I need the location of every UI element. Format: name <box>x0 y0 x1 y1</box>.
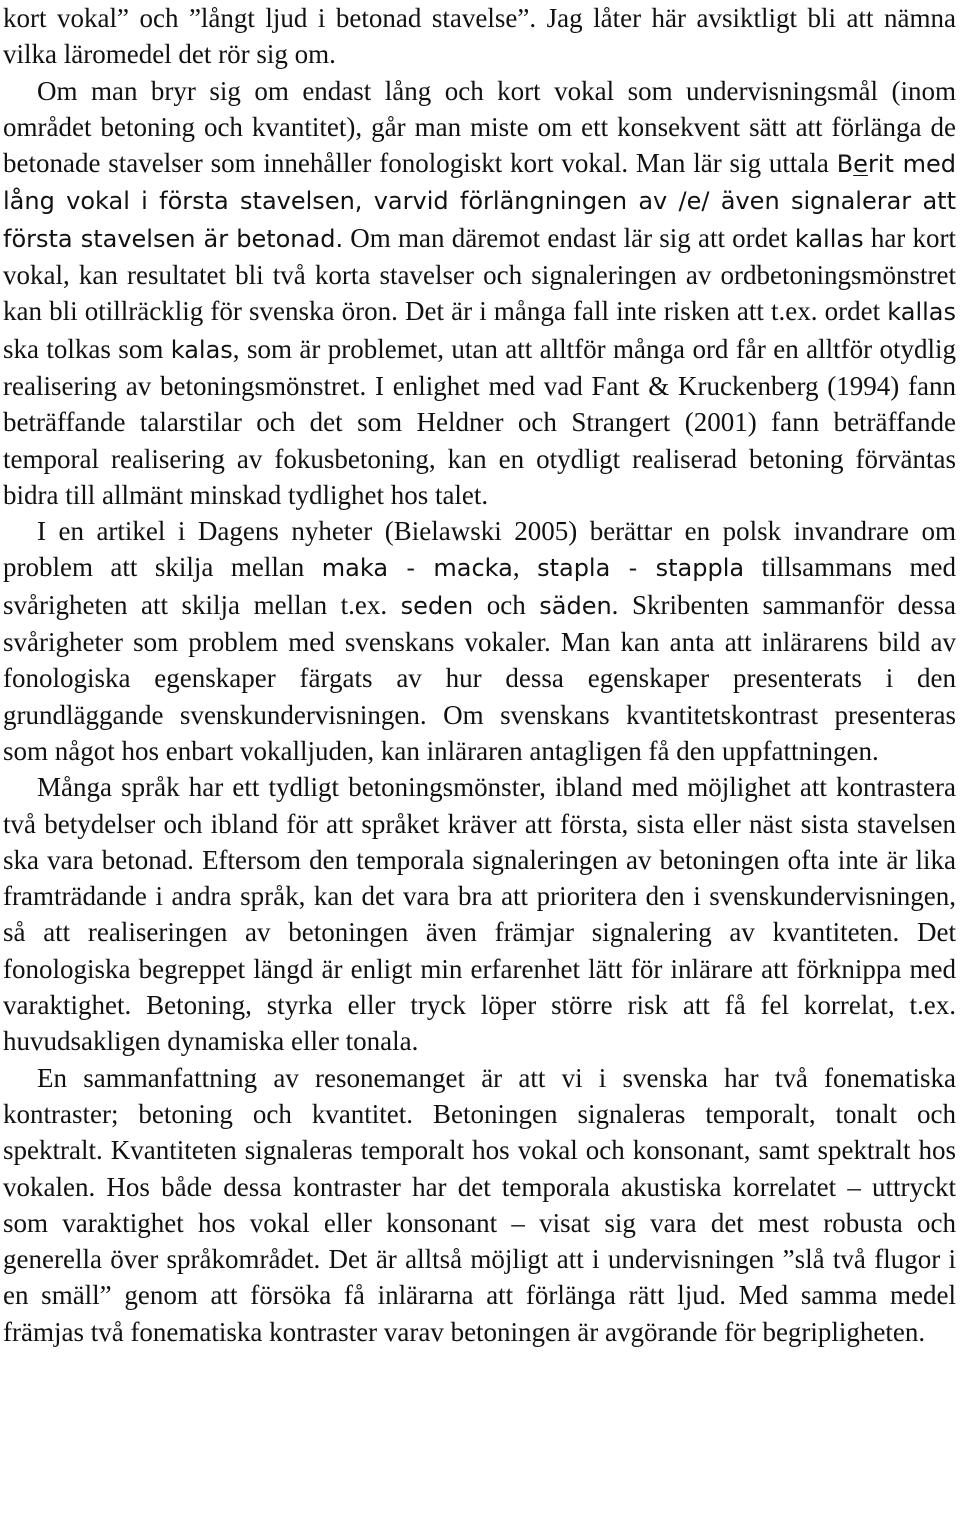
example-word-stapla-stappla: stapla - stappla <box>537 554 745 583</box>
paragraph-2-text-d: har kort vokal, kan resultatet bli två korta stavelser och signaleringen av ordbetoningsmönstret kan bli otillräcklig för svenska öron. Det är i många fall inte risken att t.ex. ordet <box>3 222 957 327</box>
example-word-kallas-2: kallas <box>887 298 956 327</box>
paragraph-3-text-a: I en artikel i Dagens nyheter (Bielawski 2005) berättar en polsk invandrare om problem att skilja mellan <box>3 516 956 583</box>
paragraph-1-text: kort vokal” och ”långt ljud i betonad stavelse”. Jag låter här avsiktligt bli att nämna vilka läromedel det rör sig om. <box>3 3 956 70</box>
paragraph-5 <box>3 1060 956 1350</box>
paragraph-2-text-b: med lång vokal i första stavelsen, varvid förlängningen av /e/ även signalerar att första stavelsen är betonad. <box>3 150 956 253</box>
paragraph-3-text-b: , <box>512 552 538 583</box>
paragraph-1 <box>3 0 956 73</box>
paragraph-5-text: En sammanfattning av resonemanget är att vi i svenska har två fonematiska kontraster; betoning och kvantitet. Betoningen signaleras temporalt, tonalt och spektralt. Kvantiteten signaleras temporalt hos vokal och konsonant, samt spektralt hos vokalen. Hos både dessa kontraster har det temporala akustiska korrelatet – uttryckt som varaktighet hos vokal eller konsonant – visat sig vara det mest robusta och generella över språkområdet. Det är alltså möjligt att i undervisningen ”slå två flugor i en smäll” genom att försöka få inlärarna att förlänga rätt ljud. Med samma medel främjas två fonematiska kontraster varav betoningen är avgörande för begripligheten. <box>3 1062 956 1347</box>
paragraph-3-text-d: och <box>473 589 540 620</box>
paragraph-3-text-c: tillsammans med svårigheten att skilja mellan t.ex. <box>3 552 957 620</box>
paragraph-2-text-e: ska tolkas som <box>3 333 171 364</box>
example-word-maka-macka: maka - macka <box>321 554 513 583</box>
paragraph-2-text-a: Om man bryr sig om endast lång och kort vokal som undervisningsmål (inom området betoning och kvantitet), går man miste om ett konsekvent sätt att förlänga de betonade stavelser som innehåller fonologiskt kort vokal. Man lär sig uttala <box>3 75 956 179</box>
paragraph-4-text: Många språk har ett tydligt betoningsmönster, ibland med möjlighet att kontrastera två betydelser och ibland för att språket kräver att första, sista eller näst sista stavelsen ska vara betonad. Eftersom den temporala signaleringen av betoningen ofta inte är lika framträdande i andra språk, kan det vara bra att prioritera den i svenskundervisningen, så att realiseringen av betoningen även främjar signalering av kvantiteten. Det fonologiska begreppet längd är enligt min erfarenhet lätt för inlärare att förknippa med varaktighet. Betoning, styrka eller tryck löper större risk att få fel korrelat, t.ex. huvudsakligen dynamiska eller tonala. <box>3 772 956 1057</box>
example-word-kalas: kalas <box>170 335 233 364</box>
paragraph-2-text-c: Om man däremot endast lär sig att ordet <box>343 222 795 253</box>
paragraph-3-text-e: . Skribenten sammanför dessa svårigheter som problem med svenskans vokaler. Man kan anta att inlärarens bild av fonologiska egenskaper färgats av hur dessa egenskaper presenterats i den grundläggande svenskundervisningen. Om svenskans kvantitetskontrast presenteras som något hos enbart vokalljuden, kan inläraren antagligen få den uppfattningen. <box>3 589 957 766</box>
paragraph-2-text-f: , som är problemet, utan att alltför många ord får en alltför otydlig realisering av betoningsmönstret. I enlighet med vad Fant & Kruckenberg (1994) fann beträffande talarstilar och det som Heldner och Strangert (2001) fann beträffande temporal realisering av fokusbetoning, kan en otydligt realiserad betoning förväntas bidra till allmänt minskad tydlighet hos talet. <box>3 333 956 510</box>
example-word-berit: Berit <box>836 150 894 179</box>
paragraph-2 <box>3 73 956 514</box>
document-page <box>3 0 956 1350</box>
example-word-kallas: kallas <box>794 224 864 253</box>
example-word-seden: seden <box>400 591 474 620</box>
example-word-saden: säden <box>539 591 612 620</box>
paragraph-4 <box>3 769 956 1059</box>
paragraph-3 <box>3 513 956 769</box>
